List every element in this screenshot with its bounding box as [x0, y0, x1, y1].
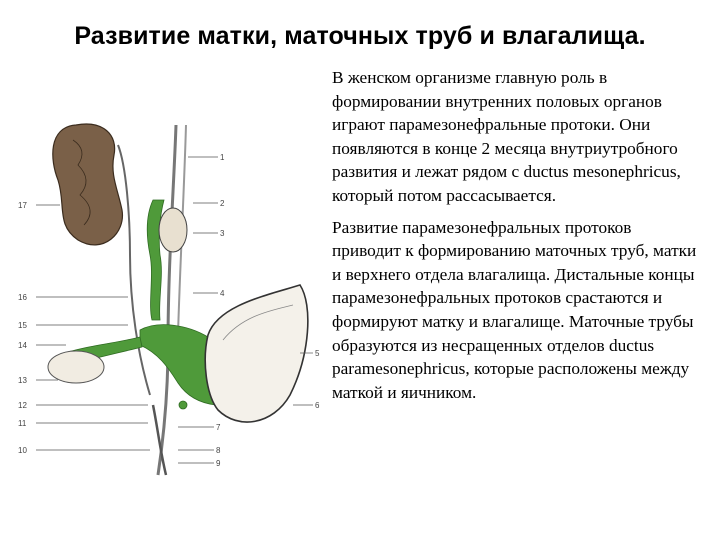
fig-label-9: 9	[216, 459, 221, 468]
body-text	[332, 66, 702, 412]
ureter-line	[118, 145, 150, 395]
fig-label-13: 13	[18, 376, 27, 385]
left-labels	[18, 201, 27, 455]
fig-label-10: 10	[18, 446, 27, 455]
vessel-line	[158, 125, 176, 475]
slide-title: Развитие матки, маточных труб и влагалища.	[74, 22, 646, 50]
fig-label-11: 11	[18, 419, 27, 428]
fig-label-17: 17	[18, 201, 27, 210]
fig-label-16: 16	[18, 293, 27, 302]
fig-label-7: 7	[216, 423, 221, 432]
fig-label-4: 4	[220, 289, 225, 298]
paragraph-1: В женском организме главную роль в формировании внутренних половых органов играют парамезонефральные протоки. Они появляются в конце 2 месяца внутриутробного развития и лежат рядом с ductus mesonephricus, который потом рассасывается.	[332, 68, 681, 205]
fig-label-15: 15	[18, 321, 27, 330]
fig-label-12: 12	[18, 401, 27, 410]
fig-label-5: 5	[315, 349, 320, 358]
ovary-shape	[48, 351, 104, 383]
fig-label-2: 2	[220, 199, 225, 208]
paragraph-2: Развитие парамезонефральных протоков приводит к формированию маточных труб, матки и верхнего отдела влагалища. Дистальные концы парамезонефральных протоков срастаются и формируют матку и влагалище. Маточные трубы образуются из несращенных отделов ductus paramesonephricus, которые расположены между маткой и яичником.	[332, 217, 697, 402]
fig-label-8: 8	[216, 446, 221, 455]
bladder-shape	[205, 285, 308, 422]
gonad-oval	[159, 208, 187, 252]
fig-label-14: 14	[18, 341, 27, 350]
fig-label-1: 1	[220, 153, 225, 162]
kidney-shape	[53, 124, 123, 245]
fig-label-6: 6	[315, 401, 320, 410]
embryo-urogenital-illustration	[18, 105, 330, 485]
fig-label-3: 3	[220, 229, 225, 238]
